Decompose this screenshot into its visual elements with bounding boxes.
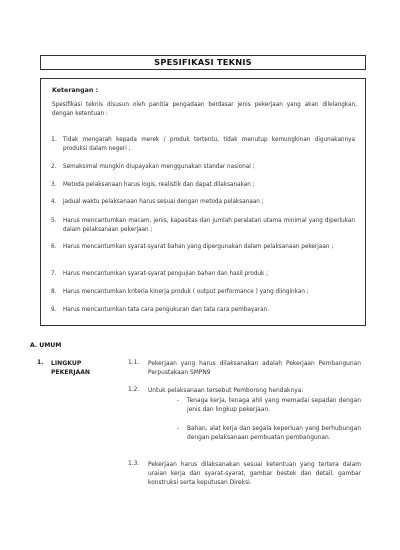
keterangan-box (40, 78, 366, 326)
requirement-text: Harus mencantumkan tata cara pengukuran dan tata cara pembayaran. (63, 307, 269, 313)
keterangan-heading: Keterangan : (52, 87, 99, 94)
requirement-number: 8. (51, 289, 57, 295)
requirement-text: Harus mencantumkan syarat-syarat bahan yang dipergunakan dalam pelaksanaan pekerjaan ; (63, 244, 334, 250)
clause-text: Untuk pelaksanaan tersebut Pemborong hendaknya: (148, 388, 304, 394)
requirement-text: Semaksimal mungkin diupayakan menggunakan standar nasional ; (63, 164, 255, 170)
requirement-number: 5. (51, 218, 57, 224)
clause-number: 1.3. (128, 461, 140, 467)
requirement-number: 4. (51, 199, 57, 205)
doc-title: SPESIFIKASI TEKNIS (40, 55, 366, 70)
bullet-text: Tenaga kerja, tenaga ahli yang memadai sepadan dengan jenis dan lingkup pekerjaan. (187, 398, 361, 413)
requirement-text: Jadual waktu pelaksanaan harus sesuai dengan metoda pelaksanaan ; (63, 199, 264, 205)
requirement-text: Harus mencantumkan macam, jenis, kapasitas dan jumlah peralatan utama minimal yang diperlukan dalam pelaksanaan pekerjaan ; (63, 218, 355, 233)
requirement-number: 3. (51, 182, 57, 188)
bullet-text: Bahan, alat kerja dan segala keperluan yang berhubungan dengan pelaksanaan pembuatan pembangunan. (187, 426, 361, 441)
requirement-text: Metoda pelaksanaan harus logis, realistik dan dapat dilaksanakan ; (63, 182, 255, 188)
bullet-mark: - (177, 425, 180, 432)
clause-text: Pekerjaan harus dilaksanakan sesuai ketentuan yang tertera dalam uraian kerja dan syarat-syarat, gambar bestek dan detail, gambar konstruksi serta keputusan Direksi. (148, 462, 361, 486)
requirement-number: 7. (51, 271, 57, 277)
subsection-number: 1. (37, 359, 44, 366)
keterangan-intro: Spesifikasi teknis disusun oleh panitia pengadaan berdasar jenis pekerjaan yang akan dilelangkan, dengan ketentuan : (52, 102, 357, 117)
requirement-number: 6. (51, 244, 57, 250)
requirement-number: 2. (51, 164, 57, 170)
requirement-text: Tidak mengarah kepada merek / produk tertentu, tidak menutup kemungkinan digunakannya produksi dalam negeri ; (63, 137, 355, 152)
clause-number: 1.2. (128, 387, 140, 393)
requirement-number: 1. (51, 136, 57, 143)
requirement-text: Harus mencantumkan syarat-syarat pengujian bahan dan hasil produk ; (63, 271, 269, 277)
requirement-text: Harus mencantumkan kriteria kinerja produk ( output performance ) yang diinginkan ; (63, 289, 309, 295)
subsection-title: LINGKUP PEKERJAAN (51, 360, 91, 376)
section-heading: A. UMUM (30, 342, 62, 349)
bullet-mark: - (177, 397, 180, 404)
requirement-number: 9. (51, 307, 57, 313)
clause-number: 1.1. (128, 360, 140, 366)
clause-text: Pekerjaan yang harus dilaksanakan adalah Pekerjaan Pembangunan Perpustakaan SMPN9 (148, 361, 361, 376)
